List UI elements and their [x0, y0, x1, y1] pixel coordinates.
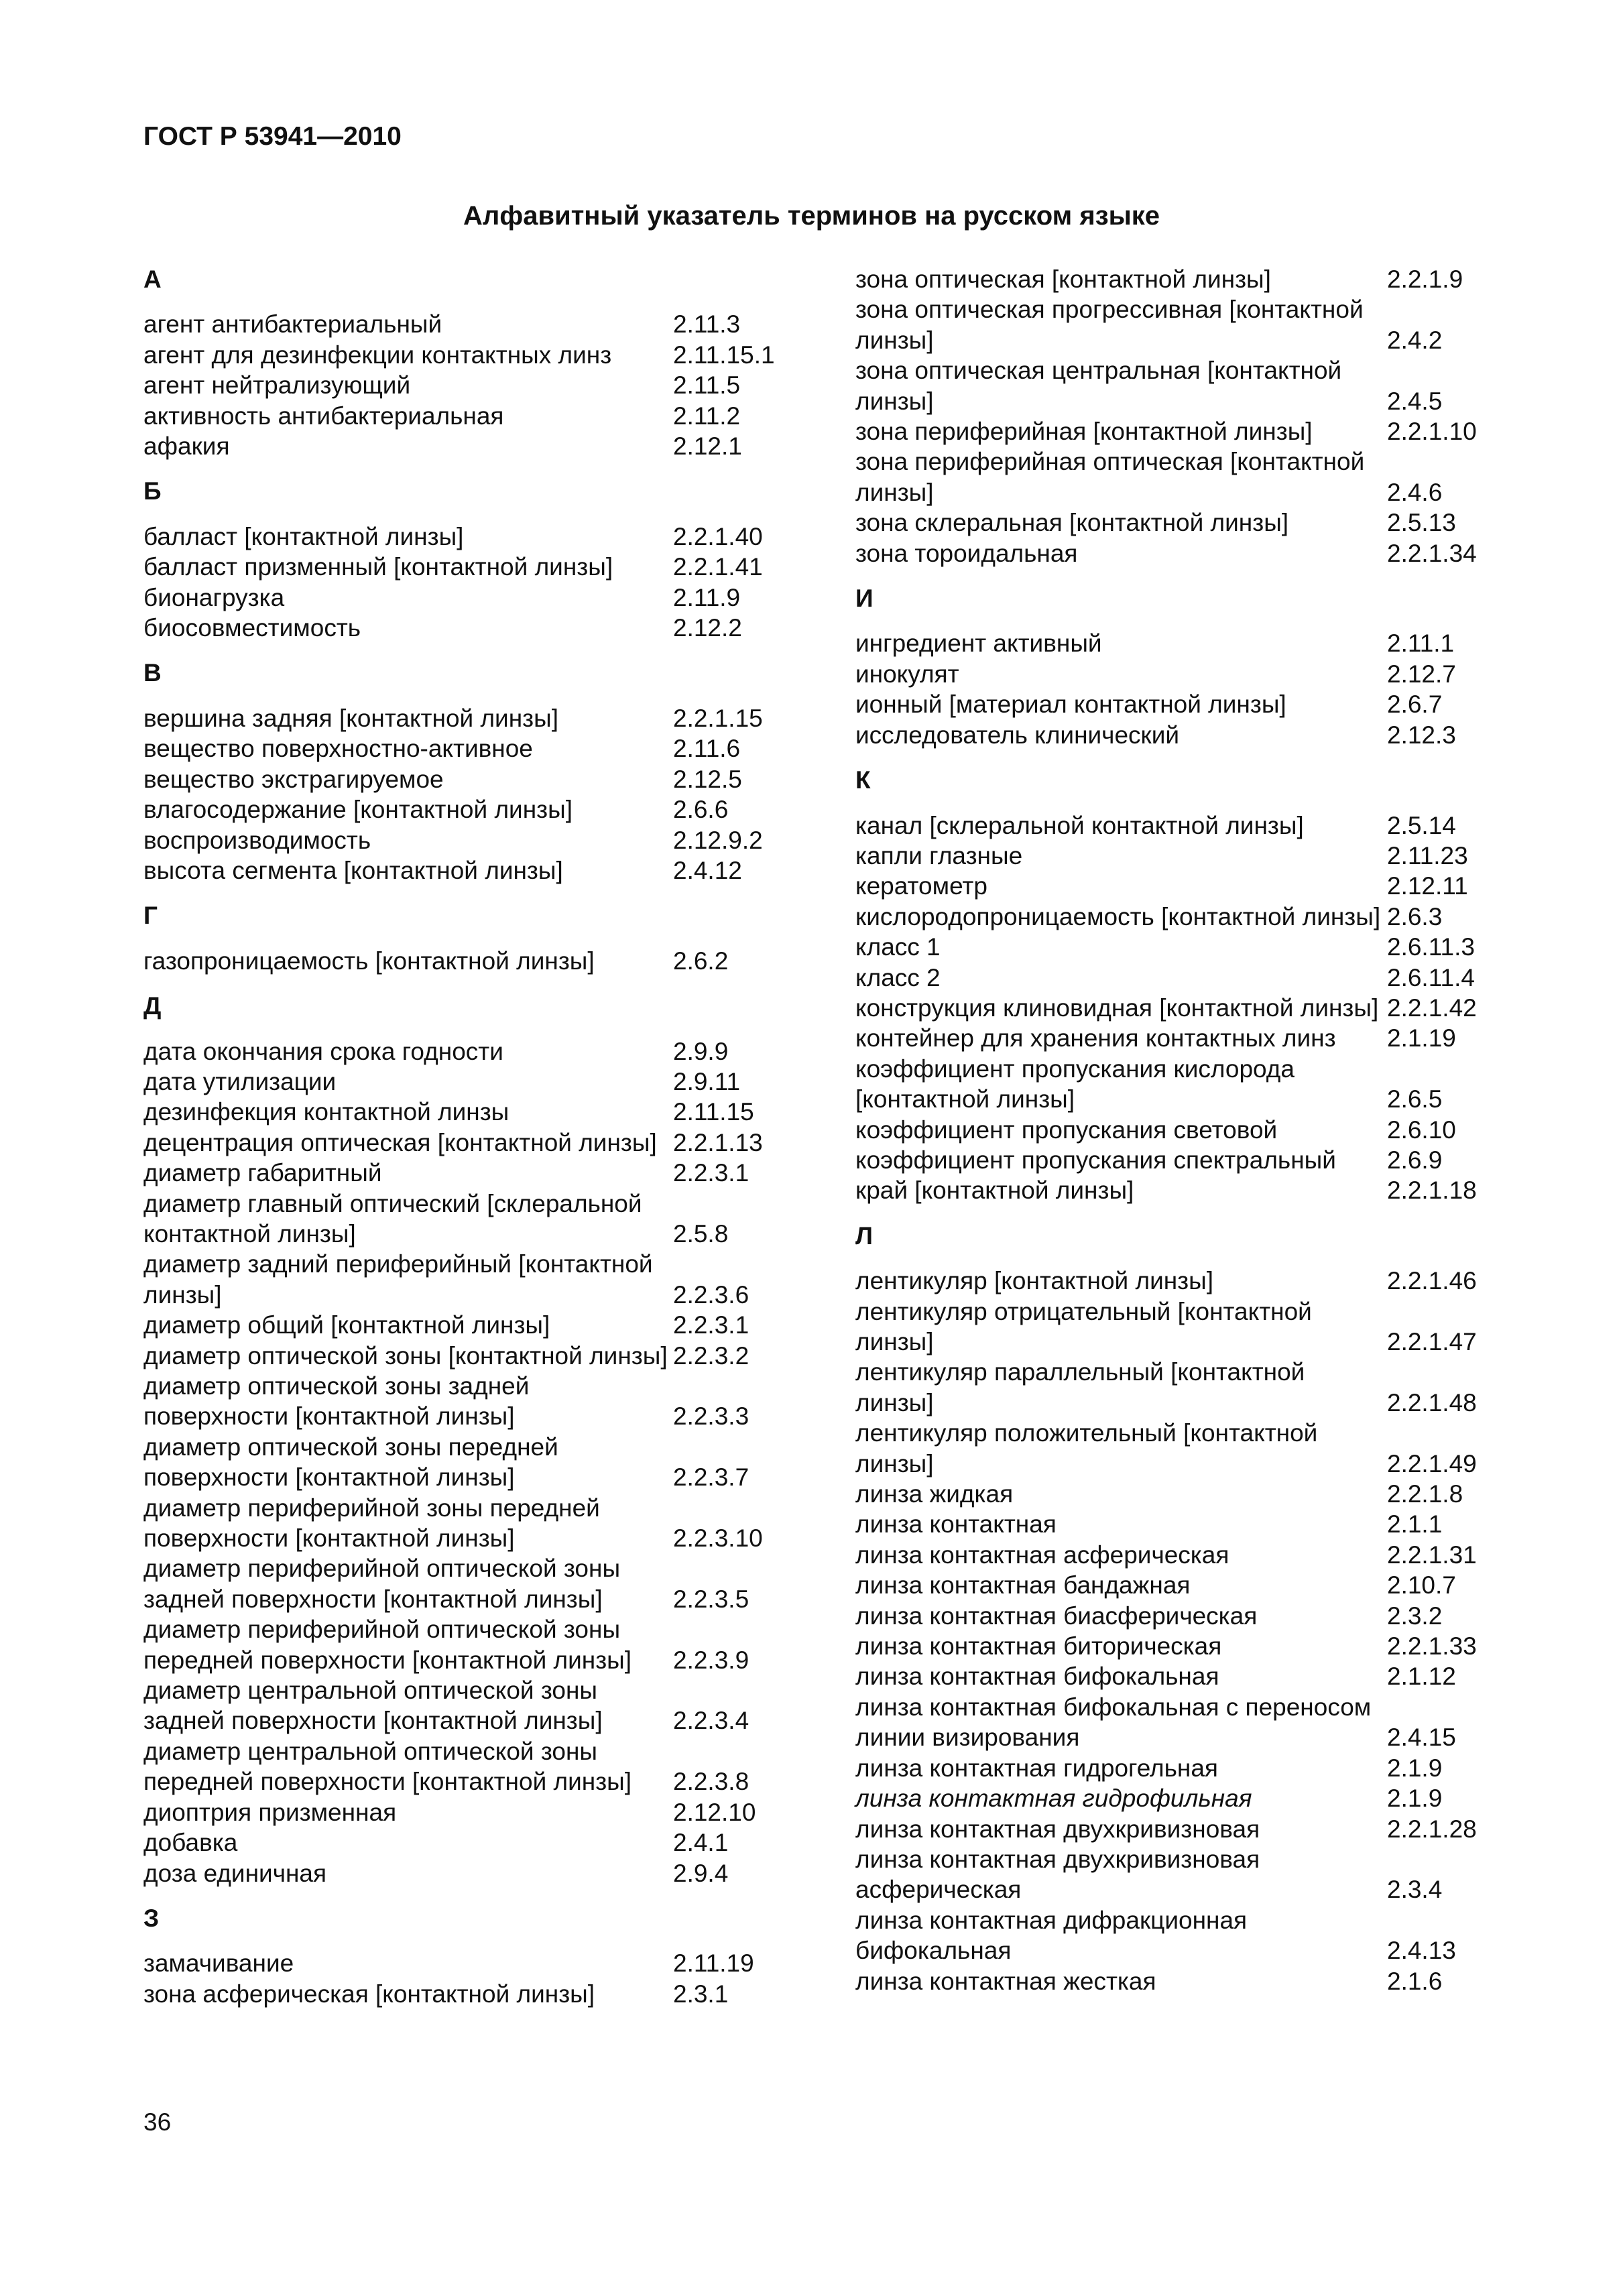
index-entry — [143, 1553, 814, 1614]
index-entry — [855, 689, 1526, 719]
index-entry — [143, 1249, 814, 1310]
index-entry — [855, 810, 1526, 841]
entry-number: 2.12.9.2 — [673, 826, 763, 854]
index-entry — [855, 963, 1526, 993]
entry-term: зона асферическая [контактной линзы] — [143, 1980, 595, 2008]
index-entry — [855, 1357, 1526, 1418]
entry-term: край [контактной линзы] — [855, 1176, 1134, 1205]
index-section — [855, 264, 1526, 568]
entry-number: 2.11.23 — [1387, 841, 1468, 869]
entry-term: диаметр периферийной оптической зоны задней поверхности [контактной линзы] — [143, 1555, 621, 1613]
index-entry — [143, 764, 814, 794]
entry-term: кератометр — [855, 872, 987, 900]
entry-term: класс 2 — [855, 963, 941, 991]
entry-term: линза контактная двухкривизновая — [855, 1815, 1260, 1843]
entry-number: 2.2.1.46 — [1387, 1267, 1477, 1295]
entry-number: 2.2.1.47 — [1387, 1328, 1477, 1355]
index-entry — [855, 720, 1526, 750]
entry-term: агент для дезинфекции контактных линз — [143, 341, 612, 369]
index-entry — [143, 309, 814, 339]
index-entry — [143, 431, 814, 461]
entry-term: инокулят — [855, 660, 959, 688]
entry-number: 2.12.3 — [1387, 721, 1456, 749]
index-entry — [143, 1371, 814, 1432]
entry-term: диаметр габаритный — [143, 1159, 382, 1187]
index-entry — [143, 1858, 814, 1888]
section-letter: З — [143, 1904, 160, 1932]
entry-term: лентикуляр отрицательный [контактной линзы] — [855, 1297, 1312, 1355]
index-entry — [855, 507, 1526, 538]
entry-term: зона периферийная [контактной линзы] — [855, 418, 1313, 446]
index-entry — [143, 1948, 814, 1978]
entry-number: 2.2.1.48 — [1387, 1388, 1477, 1416]
index-entry — [855, 902, 1526, 932]
entry-number: 2.4.2 — [1387, 326, 1443, 354]
entry-number: 2.2.1.13 — [673, 1128, 763, 1156]
entry-term: исследователь клинический — [855, 721, 1180, 749]
entry-term: диаметр общий [контактной линзы] — [143, 1311, 550, 1339]
index-entry — [855, 871, 1526, 901]
index-entry — [855, 1844, 1526, 1905]
index-entry — [143, 401, 814, 431]
entry-number: 2.2.1.28 — [1387, 1815, 1477, 1843]
entry-number: 2.11.9 — [673, 583, 741, 611]
index-entry — [855, 1175, 1526, 1205]
index-entry — [855, 446, 1526, 507]
entry-term: лентикуляр параллельный [контактной линзы] — [855, 1358, 1305, 1416]
index-entry — [143, 522, 814, 552]
entry-term: конструкция клиновидная [контактной линзы] — [855, 993, 1379, 1022]
entry-term: класс 1 — [855, 933, 941, 961]
entry-number: 2.2.1.31 — [1387, 1540, 1477, 1569]
entry-number: 2.2.3.2 — [673, 1341, 749, 1370]
index-entry — [855, 1966, 1526, 1996]
index-entry — [855, 1509, 1526, 1539]
entry-number: 2.11.5 — [673, 371, 741, 400]
entry-term: лентикуляр положительный [контактной линзы] — [855, 1419, 1318, 1477]
index-entry — [143, 1067, 814, 1097]
section-letter: И — [855, 585, 874, 613]
entry-term: афакия — [143, 432, 230, 461]
entry-number: 2.6.6 — [673, 796, 729, 824]
index-entry — [855, 1115, 1526, 1145]
index-section — [143, 658, 814, 886]
entry-number: 2.2.3.10 — [673, 1524, 763, 1553]
entry-term: коэффициент пропускания кислорода [контактной линзы] — [855, 1054, 1295, 1113]
index-entry — [855, 416, 1526, 446]
index-entry — [143, 552, 814, 582]
section-letter: Л — [855, 1221, 873, 1250]
entry-term: контейнер для хранения контактных линз — [855, 1024, 1336, 1052]
entry-number: 2.1.9 — [1387, 1785, 1443, 1813]
section-letter: Д — [143, 992, 162, 1020]
index-entry — [855, 538, 1526, 568]
entry-number: 2.9.11 — [673, 1067, 741, 1095]
index-entry — [143, 703, 814, 733]
section-letter: А — [143, 265, 162, 293]
entry-term: линза контактная бифокальная с переносом линии визирования — [855, 1693, 1372, 1752]
entry-term: линза контактная жесткая — [855, 1967, 1156, 1995]
entry-term: диаметр периферийной зоны передней поверхности [контактной линзы] — [143, 1494, 600, 1553]
entry-term: агент нейтрализующий — [143, 371, 411, 400]
index-entry — [143, 1614, 814, 1675]
index-entry — [855, 1692, 1526, 1753]
entry-number: 2.9.9 — [673, 1037, 729, 1065]
entry-term: лентикуляр [контактной линзы] — [855, 1267, 1214, 1295]
entry-term: диаметр задний периферийный [контактной линзы] — [143, 1250, 653, 1309]
entry-term: линза контактная гидрогельная — [855, 1754, 1218, 1782]
entry-term: диаметр центральной оптической зоны передней поверхности [контактной линзы] — [143, 1737, 632, 1796]
entry-number: 2.2.3.9 — [673, 1646, 749, 1674]
entry-number: 2.2.1.41 — [673, 553, 763, 581]
entry-term: кислородопроницаемость [контактной линзы] — [855, 902, 1381, 930]
entry-term: воспроизводимость — [143, 826, 371, 854]
entry-number: 2.2.3.8 — [673, 1768, 749, 1796]
entry-number: 2.4.5 — [1387, 387, 1443, 415]
entry-term: линза контактная двухкривизновая асферическая — [855, 1845, 1260, 1904]
entry-term: капли глазные — [855, 841, 1023, 869]
index-entry — [143, 1189, 814, 1250]
entry-number: 2.1.1 — [1387, 1510, 1443, 1538]
entry-number: 2.6.10 — [1387, 1115, 1456, 1144]
entry-term: зона оптическая прогрессивная [контактной линзы] — [855, 296, 1364, 354]
index-entry — [855, 1631, 1526, 1661]
index-entry — [855, 841, 1526, 871]
index-entry — [143, 1097, 814, 1127]
entry-term: ингредиент активный — [855, 629, 1102, 658]
entry-number: 2.12.2 — [673, 614, 742, 642]
index-entry — [855, 294, 1526, 355]
entry-number: 2.4.6 — [1387, 478, 1443, 506]
entry-term: диаметр оптической зоны [контактной линзы] — [143, 1341, 668, 1370]
entry-number: 2.9.4 — [673, 1859, 729, 1887]
entry-term: диаметр главный оптический [склеральной контактной линзы] — [143, 1189, 642, 1248]
entry-number: 2.2.3.1 — [673, 1311, 749, 1339]
entry-number: 2.2.1.33 — [1387, 1632, 1477, 1660]
entry-number: 2.2.1.40 — [673, 522, 763, 550]
entry-number: 2.12.1 — [673, 432, 742, 461]
entry-term: линза контактная биасферическая — [855, 1602, 1258, 1630]
index-entry — [143, 855, 814, 886]
index-entry — [855, 932, 1526, 962]
entry-term: замачивание — [143, 1949, 294, 1978]
index-entry — [143, 613, 814, 643]
entry-number: 2.11.3 — [673, 310, 741, 339]
entry-term: газопроницаемость [контактной линзы] — [143, 947, 595, 975]
entry-term: вещество экстрагируемое — [143, 765, 444, 793]
index-entry — [143, 946, 814, 976]
entry-number: 2.2.1.42 — [1387, 993, 1477, 1022]
entry-number: 2.11.2 — [673, 402, 741, 430]
entry-term: зона периферийная оптическая [контактной линзы] — [855, 448, 1365, 506]
entry-term: зона склеральная [контактной линзы] — [855, 509, 1289, 537]
entry-term: дата окончания срока годности — [143, 1037, 503, 1065]
entry-number: 2.2.3.5 — [673, 1585, 749, 1613]
entry-term: линза контактная асферическая — [855, 1540, 1229, 1569]
entry-number: 2.11.19 — [673, 1949, 754, 1978]
entry-number: 2.2.1.15 — [673, 704, 763, 732]
index-section — [143, 900, 814, 976]
section-letter: К — [855, 766, 871, 794]
index-entry — [855, 1418, 1526, 1479]
page-number: 36 — [143, 2108, 172, 2136]
index-entry — [143, 733, 814, 764]
entry-number: 2.11.15 — [673, 1098, 754, 1126]
entry-number: 2.1.6 — [1387, 1967, 1443, 1995]
entry-term: влагосодержание [контактной линзы] — [143, 796, 573, 824]
entry-number: 2.6.7 — [1387, 690, 1443, 719]
entry-number: 2.3.2 — [1387, 1602, 1443, 1630]
entry-number: 2.6.2 — [673, 947, 729, 975]
entry-term: вершина задняя [контактной линзы] — [143, 704, 558, 732]
entry-number: 2.2.1.18 — [1387, 1176, 1477, 1205]
index-entry — [143, 825, 814, 855]
entry-term: диаметр оптической зоны передней поверхности [контактной линзы] — [143, 1433, 558, 1492]
index-entry — [855, 264, 1526, 294]
entry-number: 2.3.4 — [1387, 1876, 1443, 1904]
index-column-left — [143, 264, 814, 2009]
entry-term: балласт [контактной линзы] — [143, 522, 464, 550]
entry-term: зона тороидальная — [855, 539, 1078, 567]
index-entry — [855, 993, 1526, 1023]
index-entry — [143, 1341, 814, 1371]
entry-number: 2.2.1.10 — [1387, 418, 1477, 446]
index-entry — [855, 1054, 1526, 1115]
entry-number: 2.1.19 — [1387, 1024, 1456, 1052]
entry-number: 2.2.3.6 — [673, 1280, 749, 1309]
entry-number: 2.1.12 — [1387, 1663, 1456, 1691]
section-letter: Г — [143, 902, 158, 930]
index-entry — [855, 1814, 1526, 1844]
entry-term: биосовместимость — [143, 614, 361, 642]
index-section — [143, 264, 814, 461]
entry-term: ионный [материал контактной линзы] — [855, 690, 1286, 719]
entry-term: линза контактная биторическая — [855, 1632, 1222, 1660]
entry-term: зона оптическая [контактной линзы] — [855, 265, 1271, 293]
entry-number: 2.3.1 — [673, 1980, 729, 2008]
index-section — [855, 583, 1526, 750]
index-entry — [855, 628, 1526, 658]
index-entry — [143, 1128, 814, 1158]
entry-number: 2.10.7 — [1387, 1571, 1456, 1599]
index-entry — [855, 659, 1526, 689]
entry-term: доза единичная — [143, 1859, 327, 1887]
entry-term: линза контактная — [855, 1510, 1057, 1538]
index-entry — [855, 355, 1526, 416]
entry-number: 2.1.9 — [1387, 1754, 1443, 1782]
index-entry — [143, 1432, 814, 1493]
index-entry — [143, 1493, 814, 1554]
index-entry — [143, 1158, 814, 1188]
index-entry — [855, 1661, 1526, 1691]
entry-number: 2.12.7 — [1387, 660, 1456, 688]
entry-number: 2.2.1.8 — [1387, 1480, 1463, 1508]
index-entry — [855, 1783, 1526, 1813]
index-entry — [143, 340, 814, 370]
entry-number: 2.2.3.1 — [673, 1159, 749, 1187]
entry-term: добавка — [143, 1829, 238, 1857]
entry-term: линза контактная гидрофильная — [855, 1785, 1252, 1813]
index-entry — [855, 1479, 1526, 1509]
index-entry — [855, 1266, 1526, 1296]
index-section — [855, 765, 1526, 1206]
index-entry — [855, 1753, 1526, 1783]
index-entry — [143, 1797, 814, 1827]
index-entry — [855, 1570, 1526, 1600]
entry-term: бионагрузка — [143, 583, 285, 611]
entry-number: 2.5.8 — [673, 1219, 729, 1248]
entry-number: 2.2.1.34 — [1387, 539, 1477, 567]
entry-number: 2.12.5 — [673, 765, 742, 793]
entry-term: диоптрия призменная — [143, 1798, 397, 1826]
entry-term: вещество поверхностно-активное — [143, 735, 533, 763]
index-entry — [143, 1310, 814, 1340]
entry-number: 2.6.9 — [1387, 1146, 1443, 1174]
entry-number: 2.6.11.3 — [1387, 933, 1475, 961]
section-letter: В — [143, 659, 162, 687]
entry-number: 2.2.1.9 — [1387, 265, 1463, 293]
index-section — [143, 1903, 814, 2009]
index-entry — [855, 1905, 1526, 1966]
entry-term: линза контактная бандажная — [855, 1571, 1191, 1599]
entry-term: коэффициент пропускания спектральный — [855, 1146, 1336, 1174]
document-code: ГОСТ Р 53941—2010 — [143, 122, 402, 151]
entry-number: 2.5.13 — [1387, 509, 1456, 537]
entry-term: децентрация оптическая [контактной линзы] — [143, 1128, 657, 1156]
entry-number: 2.2.3.4 — [673, 1707, 749, 1735]
entry-term: балласт призменный [контактной линзы] — [143, 553, 613, 581]
entry-number: 2.4.15 — [1387, 1724, 1456, 1752]
section-letter: Б — [143, 477, 162, 505]
entry-term: дата утилизации — [143, 1067, 337, 1095]
entry-number: 2.6.11.4 — [1387, 963, 1475, 991]
entry-term: диаметр оптической зоны задней поверхности [контактной линзы] — [143, 1372, 530, 1431]
index-entry — [143, 1827, 814, 1858]
entry-number: 2.5.14 — [1387, 811, 1456, 839]
entry-number: 2.11.6 — [673, 735, 741, 763]
index-entry — [855, 1540, 1526, 1570]
index-entry — [143, 794, 814, 825]
entry-term: канал [склеральной контактной линзы] — [855, 811, 1304, 839]
entry-number: 2.2.3.7 — [673, 1463, 749, 1492]
index-entry — [143, 583, 814, 613]
index-entry — [143, 1736, 814, 1797]
entry-term: линза контактная дифракционная бифокальная — [855, 1906, 1248, 1965]
entry-number: 2.4.13 — [1387, 1937, 1456, 1965]
index-section — [855, 1221, 1526, 1996]
entry-term: линза жидкая — [855, 1480, 1014, 1508]
index-entry — [143, 1036, 814, 1067]
entry-term: агент антибактериальный — [143, 310, 442, 339]
entry-number: 2.2.1.49 — [1387, 1449, 1477, 1477]
index-section — [143, 476, 814, 643]
index-entry — [143, 1675, 814, 1736]
entry-number: 2.6.3 — [1387, 902, 1443, 930]
entry-number: 2.6.5 — [1387, 1085, 1443, 1113]
entry-term: линза контактная бифокальная — [855, 1663, 1219, 1691]
index-entry — [855, 1296, 1526, 1357]
index-entry — [143, 370, 814, 400]
entry-number: 2.11.15.1 — [673, 341, 775, 369]
index-entry — [855, 1023, 1526, 1053]
entry-term: диаметр центральной оптической зоны задней поверхности [контактной линзы] — [143, 1677, 603, 1735]
index-entry — [855, 1145, 1526, 1175]
entry-term: дезинфекция контактной линзы — [143, 1098, 509, 1126]
entry-term: активность антибактериальная — [143, 402, 504, 430]
index-section — [143, 991, 814, 1888]
entry-number: 2.2.3.3 — [673, 1402, 749, 1431]
entry-number: 2.11.1 — [1387, 629, 1455, 658]
page-title: Алфавитный указатель терминов на русском языке — [463, 201, 1160, 231]
entry-number: 2.12.10 — [673, 1798, 756, 1826]
entry-term: высота сегмента [контактной линзы] — [143, 856, 563, 884]
index-entry — [855, 1601, 1526, 1631]
entry-number: 2.12.11 — [1387, 872, 1468, 900]
entry-term: диаметр периферийной оптической зоны передней поверхности [контактной линзы] — [143, 1616, 632, 1674]
index-entry — [143, 1979, 814, 2009]
entry-number: 2.4.12 — [673, 856, 742, 884]
entry-term: зона оптическая центральная [контактной линзы] — [855, 357, 1342, 415]
entry-term: коэффициент пропускания световой — [855, 1115, 1278, 1144]
index-column-right — [855, 264, 1526, 1996]
entry-number: 2.4.1 — [673, 1829, 729, 1857]
